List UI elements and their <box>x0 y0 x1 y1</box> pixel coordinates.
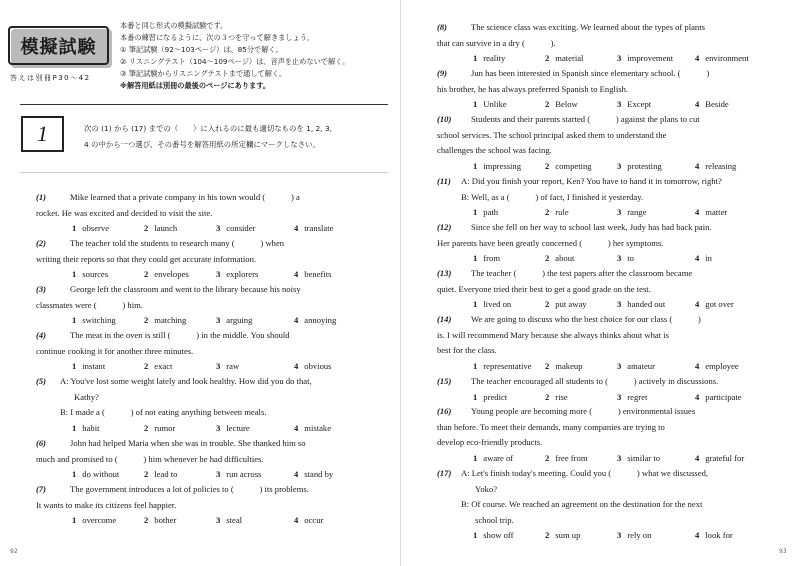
option-text: Below <box>555 99 578 109</box>
instruction-line: ① 筆記試験（92〜103ページ）は、85分で解く。 <box>120 45 283 54</box>
option-text: path <box>483 207 499 217</box>
option-number: 4 <box>695 53 700 63</box>
answer-option[interactable] <box>545 205 569 221</box>
answer-option[interactable] <box>695 251 712 267</box>
option-text: reality <box>483 53 506 63</box>
option-number: 3 <box>617 299 622 309</box>
answer-option[interactable] <box>473 159 521 175</box>
question-text <box>437 66 710 97</box>
answer-option[interactable] <box>473 451 513 467</box>
answer-option[interactable] <box>216 467 261 483</box>
option-number: 3 <box>617 53 622 63</box>
answer-option[interactable] <box>216 267 258 283</box>
option-text: grateful for <box>705 452 745 463</box>
option-number: 2 <box>144 515 149 525</box>
option-number: 3 <box>617 360 622 371</box>
option-number: 4 <box>695 391 700 402</box>
option-number: 1 <box>473 207 478 217</box>
option-text: protesting <box>627 160 662 171</box>
question-line: develop eco-friendly products. <box>437 437 543 447</box>
question-number: (14) <box>437 314 452 324</box>
question-text <box>36 436 306 467</box>
answer-option[interactable] <box>545 97 578 113</box>
option-number: 3 <box>216 223 221 233</box>
answer-option[interactable] <box>695 297 734 313</box>
question-number: (1) <box>36 192 47 202</box>
section-number: 1 <box>21 116 64 152</box>
answer-option[interactable] <box>617 51 673 67</box>
question-line: that can survive in a dry ( ). <box>437 37 556 48</box>
option-text: rise <box>555 391 568 402</box>
option-number: 2 <box>545 299 550 309</box>
option-number: 1 <box>72 223 77 233</box>
answer-option[interactable] <box>545 159 592 175</box>
option-number: 3 <box>617 391 622 402</box>
answer-option[interactable] <box>545 297 587 313</box>
question-text <box>36 236 285 267</box>
question-number: (11) <box>437 176 451 186</box>
option-text: exact <box>154 361 173 371</box>
answer-option[interactable] <box>216 359 239 375</box>
option-text: lecture <box>226 422 250 433</box>
section-instruction-line: 4 の中から一つ選び、その番号を解答用紙の所定欄にマークしなさい。 <box>84 140 320 149</box>
answer-option[interactable] <box>695 359 739 375</box>
section-top-rule <box>20 104 388 105</box>
option-number: 2 <box>545 452 550 463</box>
answer-option[interactable] <box>294 221 333 237</box>
section-instructions <box>84 121 384 153</box>
option-number: 1 <box>72 469 77 479</box>
answer-option[interactable] <box>294 313 336 329</box>
answer-option[interactable] <box>617 251 634 267</box>
option-text: rely on <box>627 530 652 540</box>
option-number: 2 <box>144 361 149 371</box>
answer-option[interactable] <box>72 359 105 375</box>
option-number: 1 <box>473 360 478 371</box>
option-text: about <box>555 253 575 263</box>
option-text: translate <box>304 223 334 233</box>
question-number: (4) <box>36 330 47 340</box>
question-text <box>36 328 290 359</box>
option-number: 4 <box>294 269 299 279</box>
answer-option[interactable] <box>545 51 583 67</box>
option-number: 1 <box>72 422 77 433</box>
option-text: Beside <box>705 99 729 109</box>
answer-option[interactable] <box>473 528 513 544</box>
answer-option[interactable] <box>144 359 172 375</box>
option-text: occur <box>304 515 324 525</box>
answer-option[interactable] <box>695 528 733 544</box>
option-text: material <box>555 53 584 63</box>
question-line: B: Of course. We reached an agreement on the destination for the next <box>461 499 703 509</box>
question-line: Students and their parents started ( ) against the plans to cut <box>471 114 700 124</box>
instruction-line: ③ 筆記試験からリスニングテストまで通して解く。 <box>120 69 287 78</box>
answer-option[interactable] <box>294 467 333 483</box>
section-instruction-line: 次の (1) から (17) までの（ ）に入れるのに最も適切なものを 1, 2, 3, <box>84 124 333 133</box>
answer-option[interactable] <box>545 528 580 544</box>
option-text: range <box>627 207 647 217</box>
option-number: 1 <box>473 253 478 263</box>
option-text: free from <box>555 452 588 463</box>
option-number: 1 <box>473 99 478 109</box>
answer-option[interactable] <box>144 467 177 483</box>
option-text: launch <box>154 223 178 233</box>
option-number: 4 <box>294 315 299 325</box>
question-number: (6) <box>36 438 47 448</box>
option-number: 4 <box>695 160 700 171</box>
answer-option[interactable] <box>144 221 177 237</box>
option-number: 2 <box>545 207 550 217</box>
option-number: 2 <box>144 469 149 479</box>
option-text: do without <box>82 469 120 479</box>
answer-option[interactable] <box>144 267 189 283</box>
answer-option[interactable] <box>473 205 498 221</box>
question-line: Since she fell on her way to school last week, Judy has had back pain. <box>471 222 712 232</box>
option-text: rule <box>555 207 569 217</box>
page-number-left: 92 <box>10 548 18 555</box>
answer-option[interactable] <box>216 221 255 237</box>
option-text: annoying <box>304 315 337 325</box>
left-page <box>0 0 400 566</box>
option-text: similar to <box>627 452 660 463</box>
answer-option[interactable] <box>617 528 651 544</box>
option-number: 3 <box>216 315 221 325</box>
answer-option[interactable] <box>72 221 109 237</box>
question-line: rocket. He was excited and decided to visit the site. <box>36 207 213 218</box>
option-text: Unlike <box>483 99 507 109</box>
question-line: Jun has been interested in Spanish since elementary school. ( ) <box>471 68 710 78</box>
option-number: 1 <box>72 515 77 525</box>
answer-option[interactable] <box>617 297 665 313</box>
question-line: than before. To meet their demands, many companies are trying to <box>437 421 665 432</box>
option-text: instant <box>82 361 106 371</box>
option-number: 2 <box>545 391 550 402</box>
option-number: 3 <box>617 530 622 540</box>
option-text: put away <box>555 299 587 309</box>
question-line: We are going to discuss who the best choice for our class ( ) <box>471 314 701 324</box>
option-number: 3 <box>617 253 622 263</box>
answer-option[interactable] <box>695 390 742 406</box>
option-text: in <box>705 253 712 263</box>
question-line: John had helped Maria when she was in trouble. She thanked him so <box>70 438 306 448</box>
answer-option[interactable] <box>473 251 500 267</box>
answer-option[interactable] <box>617 390 647 406</box>
answer-option[interactable] <box>216 421 250 437</box>
option-text: sources <box>82 269 109 279</box>
question-line: The government introduces a lot of policies to ( ) its problems. <box>70 484 309 494</box>
option-text: competing <box>555 160 592 171</box>
option-text: representative <box>483 360 532 371</box>
question-number: (15) <box>437 376 452 386</box>
question-text <box>471 374 718 390</box>
option-number: 4 <box>695 530 700 540</box>
option-number: 3 <box>617 452 622 463</box>
option-text: amateur <box>627 360 655 371</box>
answer-option[interactable] <box>545 359 583 375</box>
question-text <box>437 20 705 51</box>
option-number: 3 <box>216 422 221 433</box>
option-text: observe <box>82 223 110 233</box>
right-page <box>401 0 801 566</box>
option-number: 4 <box>294 361 299 371</box>
question-line: B: Well, as a ( ) of fact, I finished it yesterday. <box>461 191 644 202</box>
question-line: challenges the school was facing. <box>437 145 552 155</box>
question-line: Kathy? <box>74 391 99 402</box>
question-text <box>60 374 312 421</box>
option-number: 4 <box>294 422 299 433</box>
answer-option[interactable] <box>294 421 331 437</box>
question-number: (9) <box>437 68 448 78</box>
option-text: predict <box>483 391 508 402</box>
answer-option[interactable] <box>617 159 662 175</box>
option-number: 1 <box>473 391 478 402</box>
option-number: 4 <box>695 360 700 371</box>
option-number: 3 <box>216 269 221 279</box>
answer-option[interactable] <box>617 359 655 375</box>
option-number: 4 <box>695 452 700 463</box>
answer-option[interactable] <box>72 513 116 529</box>
option-number: 1 <box>473 299 478 309</box>
question-number: (13) <box>437 268 452 278</box>
option-text: benefits <box>304 269 332 279</box>
option-text: look for <box>705 530 733 540</box>
option-number: 3 <box>617 160 622 171</box>
question-text <box>36 482 309 513</box>
question-line: quiet. Everyone tried their best to get a good grade on the test. <box>437 283 651 294</box>
answer-option[interactable] <box>695 451 744 467</box>
option-text: lived on <box>483 299 512 309</box>
question-line: A: Let's finish today's meeting. Could you ( ) what we discussed, <box>461 468 709 478</box>
option-number: 4 <box>294 469 299 479</box>
option-number: 1 <box>473 160 478 171</box>
option-number: 3 <box>216 515 221 525</box>
question-line: much and promised to ( ) him whenever he had difficulties. <box>36 453 264 464</box>
option-text: participate <box>705 391 742 402</box>
question-number: (16) <box>437 406 452 416</box>
question-line: is. I will recommend Mary because she always thinks about what is <box>437 329 669 340</box>
option-text: steal <box>226 515 243 525</box>
answer-option[interactable] <box>216 513 242 529</box>
question-number: (5) <box>36 376 47 386</box>
answer-option[interactable] <box>294 513 323 529</box>
option-number: 3 <box>617 207 622 217</box>
question-number: (8) <box>437 22 448 32</box>
option-text: got over <box>705 299 734 309</box>
option-text: mistake <box>304 422 332 433</box>
option-text: habit <box>82 422 100 433</box>
option-text: employee <box>705 360 739 371</box>
answer-option[interactable] <box>545 451 588 467</box>
option-text: impressing <box>483 160 522 171</box>
option-text: regret <box>627 391 648 402</box>
instruction-line: 本番と同じ形式の模擬試験です。 <box>120 21 228 30</box>
option-text: handed out <box>627 299 666 309</box>
option-text: sum up <box>555 530 581 540</box>
option-text: run across <box>226 469 262 479</box>
option-text: consider <box>226 223 256 233</box>
question-line: A: Did you finish your report, Ken? You have to hand it in tomorrow, right? <box>461 176 722 186</box>
option-number: 2 <box>144 315 149 325</box>
question-line: classmates were ( ) him. <box>36 299 143 310</box>
question-line: George left the classroom and went to the library because his noisy <box>70 284 301 294</box>
answer-option[interactable] <box>473 297 511 313</box>
question-number: (17) <box>437 468 452 478</box>
answer-option[interactable] <box>617 451 660 467</box>
answer-option[interactable] <box>144 421 175 437</box>
answer-option[interactable] <box>695 51 749 67</box>
answer-option[interactable] <box>72 467 119 483</box>
option-number: 1 <box>473 530 478 540</box>
option-text: Except <box>627 99 652 109</box>
answer-reference: 答えは別冊P30〜42 <box>10 74 91 82</box>
option-number: 2 <box>545 530 550 540</box>
instruction-line: 本番の練習になるように、次の３つを守って解きましょう。 <box>120 33 315 42</box>
exam-instructions <box>120 20 390 92</box>
question-number: (3) <box>36 284 47 294</box>
option-text: aware of <box>483 452 514 463</box>
option-text: arguing <box>226 315 253 325</box>
option-number: 3 <box>216 361 221 371</box>
answer-option[interactable] <box>72 313 116 329</box>
option-number: 1 <box>72 315 77 325</box>
answer-option[interactable] <box>294 267 332 283</box>
option-text: obvious <box>304 361 332 371</box>
question-line: his brother, he has always preferred Spanish to English. <box>437 83 629 94</box>
option-number: 4 <box>294 515 299 525</box>
option-number: 2 <box>545 253 550 263</box>
option-text: improvement <box>627 53 674 63</box>
option-text: switching <box>82 315 116 325</box>
option-text: stand by <box>304 469 334 479</box>
answer-option[interactable] <box>473 359 532 375</box>
option-number: 4 <box>695 299 700 309</box>
option-number: 2 <box>545 160 550 171</box>
option-text: bother <box>154 515 177 525</box>
option-number: 2 <box>144 223 149 233</box>
option-text: to <box>627 253 634 263</box>
option-text: lead to <box>154 469 178 479</box>
option-number: 2 <box>144 269 149 279</box>
instruction-line: ② リスニングテスト（104〜109ページ）は、音声を止めないで解く。 <box>120 57 350 66</box>
answer-option[interactable] <box>473 390 507 406</box>
answer-option[interactable] <box>72 421 99 437</box>
question-line: best for the class. <box>437 345 497 355</box>
question-line: The science class was exciting. We learned about the types of plants <box>471 22 705 32</box>
question-number: (7) <box>36 484 47 494</box>
answer-option[interactable] <box>545 390 568 406</box>
option-text: matching <box>154 315 187 325</box>
answer-option[interactable] <box>144 313 186 329</box>
question-text <box>36 190 300 221</box>
question-number: (10) <box>437 114 452 124</box>
option-text: overcome <box>82 515 117 525</box>
option-text: raw <box>226 361 240 371</box>
option-text: matter <box>705 207 728 217</box>
answer-option[interactable] <box>545 251 574 267</box>
option-text: environment <box>705 53 749 63</box>
option-text: explorers <box>226 269 259 279</box>
question-number: (2) <box>36 238 47 248</box>
question-line: continue cooking it for another three minutes. <box>36 345 194 356</box>
question-text <box>36 282 301 313</box>
option-text: makeup <box>555 360 583 371</box>
option-number: 4 <box>695 99 700 109</box>
question-line: Yoko? <box>475 483 498 494</box>
page-title: 模擬試験 <box>8 26 109 65</box>
option-number: 4 <box>695 207 700 217</box>
question-text <box>461 174 722 205</box>
option-number: 2 <box>545 53 550 63</box>
question-line: B: I made a ( ) of not eating anything between meals. <box>60 407 267 417</box>
answer-option[interactable] <box>72 267 108 283</box>
question-line: The teacher told the students to research many ( ) when <box>70 238 285 248</box>
option-number: 4 <box>695 253 700 263</box>
answer-option[interactable] <box>216 313 252 329</box>
answer-option[interactable] <box>294 359 332 375</box>
question-line: school services. The school principal asked them to understand the <box>437 129 667 140</box>
option-number: 2 <box>545 99 550 109</box>
question-text <box>461 466 709 528</box>
answer-option[interactable] <box>695 97 729 113</box>
question-line: Young people are becoming more ( ) environmental issues <box>471 406 696 416</box>
answer-option[interactable] <box>617 205 646 221</box>
option-number: 1 <box>72 361 77 371</box>
question-line: The teacher encouraged all students to ( ) actively in discussions. <box>471 376 719 386</box>
answer-option[interactable] <box>473 51 505 67</box>
option-text: envelopes <box>154 269 189 279</box>
page-number-right: 93 <box>779 548 787 555</box>
answer-option[interactable] <box>144 513 176 529</box>
question-line: writing their reports so that they could get accurate information. <box>36 253 257 264</box>
question-line: school trip. <box>475 514 514 525</box>
section-bottom-rule <box>20 172 388 173</box>
question-line: The teacher ( ) the test papers after the classroom became <box>471 268 693 278</box>
question-number: (12) <box>437 222 452 232</box>
question-line: It wants to make its citizens feel happier. <box>36 499 177 510</box>
option-text: rumor <box>154 422 176 433</box>
option-text: releasing <box>705 160 737 171</box>
question-line: Her parents have been greatly concerned ( ) her symptoms. <box>437 237 664 248</box>
answer-option[interactable] <box>695 205 727 221</box>
option-text: show off <box>483 530 514 540</box>
option-number: 4 <box>294 223 299 233</box>
option-text: from <box>483 253 501 263</box>
question-line: A: You've lost some weight lately and look healthy. How did you do that, <box>60 376 312 386</box>
option-number: 3 <box>216 469 221 479</box>
question-line: The meat in the oven is still ( ) in the middle. You should <box>70 330 290 340</box>
instruction-line: ※解答用紙は別冊の最後のページにあります。 <box>120 81 271 90</box>
answer-option[interactable] <box>473 97 507 113</box>
option-number: 1 <box>473 452 478 463</box>
option-number: 1 <box>72 269 77 279</box>
option-number: 2 <box>144 422 149 433</box>
question-line: Mike learned that a private company in his town would ( ) a <box>70 192 300 202</box>
answer-option[interactable] <box>695 159 736 175</box>
option-number: 2 <box>545 360 550 371</box>
option-number: 3 <box>617 99 622 109</box>
option-number: 1 <box>473 53 478 63</box>
answer-option[interactable] <box>617 97 651 113</box>
